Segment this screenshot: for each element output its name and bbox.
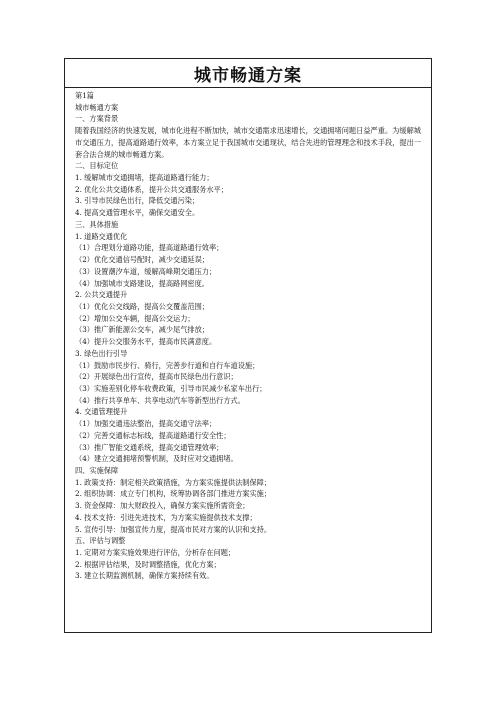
list-item: （3）推广新能源公交车，减少尾气排放； xyxy=(75,325,209,335)
list-item: （2）优化交通信号配时，减少交通延误； xyxy=(75,255,209,265)
list-item: （1）合理划分道路功能，提高道路通行效率； xyxy=(75,243,224,253)
list-item: （4）提升公交服务水平，提高市民满意度。 xyxy=(75,337,217,347)
list-item: （2）完善交通标志标线，提高道路通行安全性； xyxy=(75,430,231,440)
title-row xyxy=(65,59,431,88)
list-item: 2. 优化公共交通体系，提升公共交通服务水平； xyxy=(75,184,228,194)
list-item: 5. 宣传引导：加强宣传力度，提高市民对方案的认识和支持。 xyxy=(75,524,272,534)
group-title: 1. 道路交通优化 xyxy=(75,231,128,241)
list-item: （3）实施差别化停车收费政策，引导市民减少私家车出行； xyxy=(75,383,267,393)
list-item: （1）加强交通违法整治，提高交通守法率； xyxy=(75,419,217,429)
document-name: 城市畅通方案 xyxy=(75,102,119,112)
list-item: （1）鼓励市民步行、骑行，完善步行道和自行车道设施； xyxy=(75,360,260,370)
list-item: 1. 缓解城市交通拥堵，提高道路通行能力； xyxy=(75,173,214,183)
section-heading: 五、评估与调整 xyxy=(75,536,126,546)
list-item: 2. 组织协调：成立专门机构，统筹协调各部门推进方案实施； xyxy=(75,489,272,499)
list-item: 1. 政策支持：制定相关政策措施，为方案实施提供法制保障； xyxy=(75,477,272,487)
list-item: 2. 根据评估结果，及时调整措施，优化方案； xyxy=(75,559,221,569)
list-item: （4）推行共享单车、共享电动汽车等新型出行方式。 xyxy=(75,395,245,405)
list-item: 3. 引导市民绿色出行，降低交通污染； xyxy=(75,196,200,206)
list-item: （2）增加公交车辆，提高公交运力； xyxy=(75,313,195,323)
list-item: （3）设置潮汐车道，缓解高峰期交通压力； xyxy=(75,266,217,276)
group-title: 3. 绿色出行引导 xyxy=(75,348,128,358)
chapter-label: 第1篇 xyxy=(75,91,94,100)
group-title: 4. 交通管理提升 xyxy=(75,407,128,417)
section-heading: 四、实施保障 xyxy=(75,466,119,475)
list-item: 1. 定期对方案实施效果进行评估，分析存在问题； xyxy=(75,548,236,558)
section-heading: 三、具体措施 xyxy=(75,219,119,229)
list-item: （2）开展绿色出行宣传，提高市民绿色出行意识； xyxy=(75,372,238,382)
list-item: （3）推广智能交通系统，提高交通管理效率； xyxy=(75,442,224,452)
group-title: 2. 公共交通提升 xyxy=(75,290,128,300)
list-item: （1）优化公交线路，提高公交覆盖范围； xyxy=(75,301,209,311)
list-item: 3. 建立长期监测机制，确保方案持续有效。 xyxy=(75,571,214,581)
list-item: 4. 提高交通管理水平，确保交通安全。 xyxy=(75,208,200,218)
document-body xyxy=(65,88,431,582)
section-heading: 一、方案背景 xyxy=(75,114,119,124)
list-item: 4. 技术支持：引进先进技术，为方案实施提供技术支撑； xyxy=(75,512,257,522)
list-item: 3. 资金保障：加大财政投入，确保方案实施所需资金； xyxy=(75,501,250,511)
list-item: （4）建立交通拥堵预警机制，及时应对交通拥堵。 xyxy=(75,454,238,464)
list-item: （4）加强城市支路建设，提高路网密度。 xyxy=(75,278,209,288)
document-title: 城市畅通方案 xyxy=(194,65,302,86)
section-heading: 二、目标定位 xyxy=(75,161,119,171)
document-frame xyxy=(64,58,432,633)
background-paragraph: 随着我国经济的快速发展，城市化进程不断加快，城市交通需求迅速增长，交通拥堵问题日益严重。为缓解城市交通压力，提高道路通行效率，本方案立足于我国城市交通现状，结合先进的管理理念和技术手段，提出一套合法合规的城市畅通方案。 xyxy=(75,126,421,159)
